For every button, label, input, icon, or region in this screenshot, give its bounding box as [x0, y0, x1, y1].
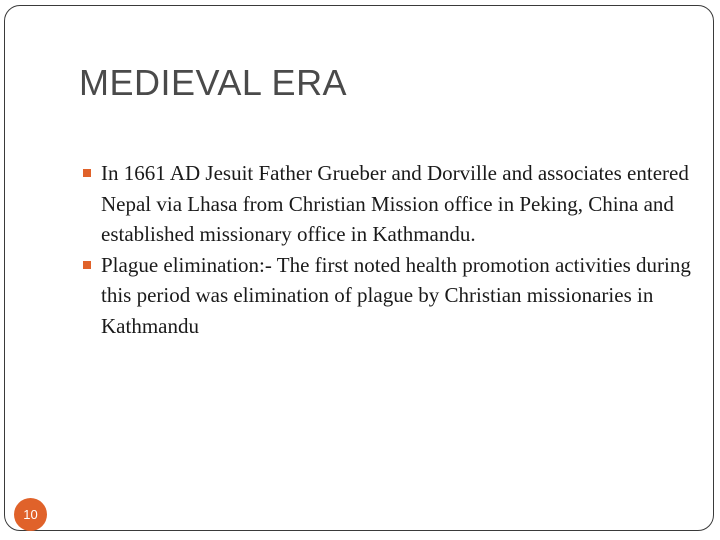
square-bullet-icon	[83, 169, 91, 177]
slide-title: MEDIEVAL ERA	[79, 62, 348, 103]
bullet-text: Plague elimination:- The first noted health promotion activities during this period was elimination of plague by Christian missionaries in Kathmandu	[101, 252, 691, 338]
bullet-list	[81, 158, 691, 341]
bullet-item	[81, 250, 691, 342]
bullet-item	[81, 158, 691, 250]
slide-frame	[4, 5, 714, 531]
bullet-text: In 1661 AD Jesuit Father Grueber and Dorville and associates entered Nepal via Lhasa from Christian Mission office in Peking, China and established missionary office in Kathmandu.	[101, 161, 689, 246]
square-bullet-icon	[83, 261, 91, 269]
page-number-badge: 10	[14, 498, 47, 531]
